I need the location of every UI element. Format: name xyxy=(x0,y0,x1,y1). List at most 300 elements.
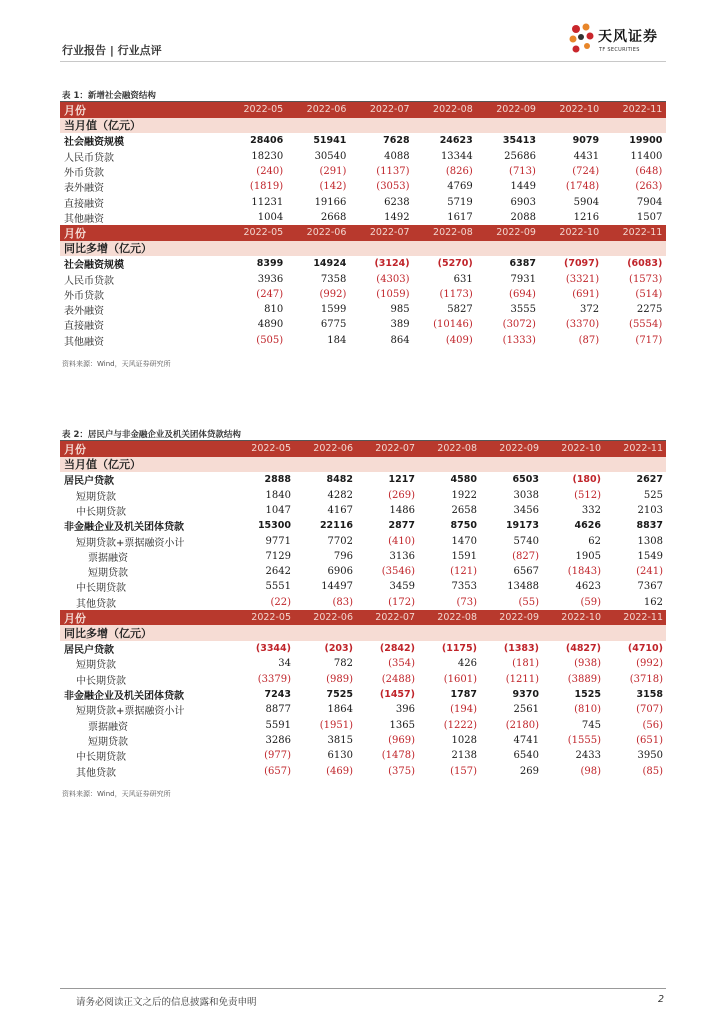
value-cell: 6540 xyxy=(513,750,539,762)
month-header-cell: 2022-05 xyxy=(243,227,284,239)
table-row xyxy=(60,302,666,317)
table2-title: 表 2：居民户与非金融企业及机关团体贷款结构 xyxy=(62,430,241,440)
value-cell: (992) xyxy=(636,658,663,670)
value-cell: 5827 xyxy=(447,304,473,316)
section-header-label: 同比多增（亿元） xyxy=(64,242,152,256)
value-cell: 1599 xyxy=(320,304,347,316)
value-cell: 1449 xyxy=(510,181,536,193)
value-cell: (4827) xyxy=(565,643,601,655)
value-cell: (22) xyxy=(270,596,291,608)
table-row xyxy=(60,748,666,763)
value-cell: 5740 xyxy=(513,535,539,547)
value-cell: 372 xyxy=(580,304,600,316)
value-cell: 51941 xyxy=(313,135,347,147)
value-cell: 2103 xyxy=(637,504,663,516)
value-cell: 6567 xyxy=(513,566,539,578)
value-cell: (3718) xyxy=(629,673,663,685)
month-header-cell: 2022-07 xyxy=(369,104,410,116)
table1-source: 资料来源：Wind，天风证券研究所 xyxy=(62,360,171,368)
value-cell: 1591 xyxy=(451,550,477,562)
value-cell: (1383) xyxy=(503,643,539,655)
month-header-cell: 2022-08 xyxy=(433,227,473,239)
value-cell: (291) xyxy=(319,165,347,177)
logo-text: 天风证券 xyxy=(598,29,658,45)
row-label: 直接融资 xyxy=(64,198,104,210)
value-cell: (247) xyxy=(256,288,284,300)
row-label: 人民币贷款 xyxy=(64,152,114,164)
value-cell: 5904 xyxy=(573,196,600,208)
month-header-cell: 2022-09 xyxy=(496,104,536,116)
month-header-label: 月份 xyxy=(64,103,86,117)
value-cell: 3286 xyxy=(265,734,291,746)
value-cell: (10146) xyxy=(433,319,473,331)
value-cell: 34 xyxy=(278,658,291,670)
value-cell: 1617 xyxy=(447,211,473,223)
value-cell: 7702 xyxy=(327,535,353,547)
value-cell: 1216 xyxy=(573,211,600,223)
value-cell: 3038 xyxy=(513,489,539,501)
value-cell: (121) xyxy=(450,566,477,578)
value-cell: (194) xyxy=(450,704,477,716)
table-row xyxy=(60,718,666,733)
row-label: 直接融资 xyxy=(64,321,104,333)
value-cell: 2642 xyxy=(265,566,291,578)
value-cell: 13344 xyxy=(440,150,473,162)
table-row xyxy=(60,503,666,518)
month-header-cell: 2022-11 xyxy=(622,227,663,239)
value-cell: 7904 xyxy=(636,196,663,208)
value-cell: (73) xyxy=(456,596,477,608)
value-cell: 525 xyxy=(643,489,663,501)
value-cell: 4769 xyxy=(447,181,473,193)
month-header-label: 月份 xyxy=(64,442,86,456)
value-cell: 1787 xyxy=(450,689,477,701)
value-cell: (514) xyxy=(635,288,663,300)
value-cell: 184 xyxy=(327,334,347,346)
table-row xyxy=(60,656,666,671)
value-cell: 9370 xyxy=(512,689,539,701)
value-cell: (1173) xyxy=(439,288,473,300)
value-cell: 426 xyxy=(457,658,477,670)
value-cell: (409) xyxy=(445,334,473,346)
month-header-cell: 2022-05 xyxy=(251,443,291,455)
value-cell: 1486 xyxy=(389,504,415,516)
row-label: 短期贷款 xyxy=(76,660,116,672)
value-cell: 7931 xyxy=(510,273,536,285)
row-label: 非金融企业及机关团体贷款 xyxy=(64,522,184,534)
value-cell: 11231 xyxy=(251,196,284,208)
value-cell: 7525 xyxy=(326,689,353,701)
value-cell: 1864 xyxy=(327,704,353,716)
row-label: 社会融资规模 xyxy=(64,260,124,272)
table-row xyxy=(60,210,666,225)
value-cell: 1507 xyxy=(636,211,663,223)
value-cell: (203) xyxy=(324,643,353,655)
value-cell: (55) xyxy=(518,596,539,608)
value-cell: (3072) xyxy=(502,319,536,331)
value-cell: (648) xyxy=(635,165,663,177)
value-cell: 2138 xyxy=(451,750,477,762)
section-header-row xyxy=(60,241,666,257)
table-row xyxy=(60,271,666,286)
value-cell: 396 xyxy=(395,704,415,716)
value-cell: 796 xyxy=(333,550,353,562)
row-label: 其他融资 xyxy=(64,213,104,225)
value-cell: (1059) xyxy=(376,288,410,300)
value-cell: (707) xyxy=(636,704,663,716)
month-header-cell: 2022-10 xyxy=(561,443,601,455)
value-cell: 7628 xyxy=(383,135,410,147)
report-category: 行业报告 | 行业点评 xyxy=(62,44,162,57)
value-cell: (269) xyxy=(388,489,415,501)
value-cell: (410) xyxy=(388,535,415,547)
table1-title: 表 1：新增社会融资结构 xyxy=(62,91,156,101)
value-cell: 332 xyxy=(581,504,601,516)
value-cell: 6906 xyxy=(327,566,353,578)
value-cell: 864 xyxy=(390,334,410,346)
value-cell: (713) xyxy=(509,165,536,177)
value-cell: 18230 xyxy=(251,150,284,162)
row-label: 表外融资 xyxy=(64,306,104,318)
value-cell: (98) xyxy=(580,765,601,777)
value-cell: 2627 xyxy=(636,474,663,486)
value-cell: 9771 xyxy=(265,535,291,547)
value-cell: (1333) xyxy=(502,334,536,346)
month-header-cell: 2022-09 xyxy=(499,612,539,624)
value-cell: 4167 xyxy=(327,504,353,516)
value-cell: 1840 xyxy=(265,489,291,501)
value-cell: 1549 xyxy=(637,550,663,562)
table-row xyxy=(60,317,666,332)
month-header-cell: 2022-10 xyxy=(561,612,601,624)
value-cell: 4626 xyxy=(574,520,601,532)
month-header-cell: 2022-07 xyxy=(369,227,410,239)
value-cell: (1819) xyxy=(249,181,284,193)
value-cell: (3053) xyxy=(376,181,410,193)
value-cell: (2488) xyxy=(381,673,415,685)
table-row xyxy=(60,256,666,271)
company-logo xyxy=(568,22,678,62)
value-cell: (83) xyxy=(332,596,353,608)
row-label: 人民币贷款 xyxy=(64,275,114,287)
value-cell: 5591 xyxy=(265,719,291,731)
value-cell: 4088 xyxy=(384,150,410,162)
value-cell: 3158 xyxy=(636,689,663,701)
value-cell: (691) xyxy=(572,288,600,300)
value-cell: (1457) xyxy=(379,689,415,701)
table-row xyxy=(60,287,666,302)
value-cell: 3555 xyxy=(510,304,536,316)
value-cell: 8877 xyxy=(265,704,291,716)
section-header-label: 当月值（亿元） xyxy=(64,119,141,133)
table1 xyxy=(60,102,666,348)
table-row xyxy=(60,487,666,502)
value-cell: (724) xyxy=(572,165,600,177)
value-cell: (3124) xyxy=(374,258,410,270)
value-cell: (5554) xyxy=(629,319,663,331)
logo-english-text: TF SECURITIES xyxy=(599,47,640,53)
table-row xyxy=(60,763,666,778)
value-cell: 1470 xyxy=(451,535,477,547)
value-cell: (1601) xyxy=(443,673,477,685)
value-cell: (142) xyxy=(319,181,347,193)
value-cell: 8399 xyxy=(256,258,284,270)
value-cell: (56) xyxy=(642,719,663,731)
value-cell: 2088 xyxy=(510,211,536,223)
value-cell: (651) xyxy=(636,734,663,746)
table-row xyxy=(60,333,666,348)
month-header-cell: 2022-06 xyxy=(313,443,353,455)
value-cell: 2561 xyxy=(513,704,539,716)
value-cell: (469) xyxy=(326,765,353,777)
value-cell: 14924 xyxy=(313,258,347,270)
month-header-cell: 2022-10 xyxy=(559,104,600,116)
row-label: 短期贷款+票据融资小计 xyxy=(76,706,185,718)
table-row xyxy=(60,641,666,656)
month-header-row xyxy=(60,102,666,118)
value-cell: 269 xyxy=(519,765,539,777)
row-label: 外币贷款 xyxy=(64,167,104,179)
value-cell: 782 xyxy=(333,658,353,670)
value-cell: 8837 xyxy=(636,520,663,532)
value-cell: 28406 xyxy=(250,135,284,147)
value-cell: 389 xyxy=(390,319,410,331)
row-label: 中长期贷款 xyxy=(76,675,126,687)
value-cell: (5270) xyxy=(437,258,473,270)
value-cell: (241) xyxy=(636,566,663,578)
value-cell: 1922 xyxy=(451,489,477,501)
month-header-label: 月份 xyxy=(64,226,86,240)
value-cell: (3344) xyxy=(255,643,291,655)
table2-source: 资料来源：Wind，天风证券研究所 xyxy=(62,790,171,798)
value-cell: (263) xyxy=(635,181,663,193)
month-header-cell: 2022-06 xyxy=(306,104,347,116)
value-cell: 4431 xyxy=(573,150,600,162)
value-cell: 6387 xyxy=(509,258,536,270)
value-cell: (717) xyxy=(635,334,663,346)
value-cell: (181) xyxy=(512,658,539,670)
value-cell: 22116 xyxy=(319,520,353,532)
value-cell: 1365 xyxy=(389,719,415,731)
value-cell: 13488 xyxy=(507,581,539,593)
value-cell: 7243 xyxy=(264,689,291,701)
value-cell: (969) xyxy=(388,734,415,746)
row-label: 外币贷款 xyxy=(64,290,104,302)
value-cell: 2658 xyxy=(451,504,477,516)
value-cell: (85) xyxy=(642,765,663,777)
value-cell: 3950 xyxy=(637,750,663,762)
row-label: 短期贷款 xyxy=(76,491,116,503)
value-cell: (375) xyxy=(388,765,415,777)
value-cell: (827) xyxy=(512,550,539,562)
value-cell: (87) xyxy=(578,334,600,346)
month-header-cell: 2022-07 xyxy=(375,443,415,455)
value-cell: 1047 xyxy=(265,504,291,516)
value-cell: 7367 xyxy=(637,581,663,593)
value-cell: 6238 xyxy=(384,196,410,208)
value-cell: (3546) xyxy=(381,566,415,578)
value-cell: (2180) xyxy=(505,719,539,731)
value-cell: (989) xyxy=(326,673,353,685)
value-cell: 4580 xyxy=(450,474,477,486)
section-header-row xyxy=(60,625,666,641)
value-cell: (505) xyxy=(256,334,284,346)
row-label: 短期贷款 xyxy=(88,568,128,580)
value-cell: (180) xyxy=(572,474,601,486)
value-cell: (1843) xyxy=(567,566,601,578)
month-header-cell: 2022-06 xyxy=(306,227,347,239)
table-row xyxy=(60,564,666,579)
table-row xyxy=(60,148,666,163)
value-cell: (512) xyxy=(574,489,601,501)
section-header-row xyxy=(60,457,666,473)
row-label: 中长期贷款 xyxy=(76,506,126,518)
table-row xyxy=(60,672,666,687)
value-cell: 745 xyxy=(581,719,601,731)
value-cell: 3456 xyxy=(513,504,539,516)
value-cell: (938) xyxy=(574,658,601,670)
table-row xyxy=(60,595,666,610)
value-cell: 2877 xyxy=(388,520,415,532)
month-header-row xyxy=(60,441,666,457)
month-header-cell: 2022-07 xyxy=(375,612,415,624)
table-row xyxy=(60,164,666,179)
value-cell: 6903 xyxy=(510,196,536,208)
value-cell: 6130 xyxy=(327,750,353,762)
month-header-label: 月份 xyxy=(64,611,86,625)
section-header-label: 当月值（亿元） xyxy=(64,458,141,472)
value-cell: (2842) xyxy=(379,643,415,655)
table-row xyxy=(60,702,666,717)
table-row xyxy=(60,533,666,548)
value-cell: (3889) xyxy=(567,673,601,685)
table-row xyxy=(60,133,666,148)
month-header-cell: 2022-08 xyxy=(437,612,477,624)
month-header-cell: 2022-05 xyxy=(243,104,284,116)
row-label: 票据融资 xyxy=(88,721,128,733)
value-cell: (1951) xyxy=(319,719,353,731)
value-cell: 24623 xyxy=(439,135,473,147)
value-cell: 1004 xyxy=(257,211,284,223)
value-cell: 62 xyxy=(588,535,601,547)
table-row xyxy=(60,179,666,194)
month-header-cell: 2022-10 xyxy=(559,227,600,239)
month-header-cell: 2022-11 xyxy=(623,612,663,624)
value-cell: 5551 xyxy=(265,581,291,593)
row-label: 其他融资 xyxy=(64,336,104,348)
month-header-cell: 2022-06 xyxy=(313,612,353,624)
footer-divider xyxy=(60,988,666,989)
value-cell: 1308 xyxy=(637,535,663,547)
value-cell: 2433 xyxy=(575,750,601,762)
value-cell: (1137) xyxy=(376,165,410,177)
value-cell: 2275 xyxy=(636,304,663,316)
value-cell: 3459 xyxy=(389,581,415,593)
month-header-cell: 2022-08 xyxy=(437,443,477,455)
row-label: 表外融资 xyxy=(64,183,104,195)
month-header-cell: 2022-09 xyxy=(499,443,539,455)
table-row xyxy=(60,579,666,594)
value-cell: 7353 xyxy=(451,581,477,593)
value-cell: 30540 xyxy=(314,150,347,162)
footer-disclaimer: 请务必阅读正文之后的信息披露和免责申明 xyxy=(76,997,257,1008)
month-header-row xyxy=(60,225,666,241)
value-cell: (240) xyxy=(256,165,284,177)
value-cell: (59) xyxy=(580,596,601,608)
row-label: 短期贷款+票据融资小计 xyxy=(76,537,185,549)
value-cell: 14497 xyxy=(321,581,353,593)
value-cell: (6083) xyxy=(627,258,663,270)
value-cell: 5719 xyxy=(447,196,473,208)
section-header-label: 同比多增（亿元） xyxy=(64,627,152,641)
value-cell: 35413 xyxy=(502,135,536,147)
value-cell: (172) xyxy=(388,596,415,608)
month-header-cell: 2022-09 xyxy=(496,227,536,239)
value-cell: 1492 xyxy=(384,211,410,223)
value-cell: (1748) xyxy=(565,181,600,193)
row-label: 居民户贷款 xyxy=(64,476,114,488)
value-cell: 1028 xyxy=(451,734,477,746)
value-cell: (1222) xyxy=(443,719,477,731)
value-cell: 15300 xyxy=(257,520,291,532)
value-cell: 4890 xyxy=(257,319,284,331)
month-header-cell: 2022-11 xyxy=(622,104,663,116)
value-cell: 1525 xyxy=(574,689,601,701)
value-cell: (4710) xyxy=(627,643,663,655)
value-cell: 19900 xyxy=(629,135,663,147)
value-cell: 7129 xyxy=(265,550,291,562)
value-cell: (1478) xyxy=(381,750,415,762)
value-cell: (7097) xyxy=(564,258,600,270)
value-cell: (4303) xyxy=(376,273,410,285)
row-label: 中长期贷款 xyxy=(76,583,126,595)
row-label: 中长期贷款 xyxy=(76,752,126,764)
value-cell: (810) xyxy=(574,704,601,716)
value-cell: 3136 xyxy=(389,550,415,562)
value-cell: (657) xyxy=(264,765,291,777)
row-label: 短期贷款 xyxy=(88,736,128,748)
value-cell: (1211) xyxy=(505,673,539,685)
month-header-row xyxy=(60,610,666,626)
value-cell: 19173 xyxy=(505,520,539,532)
table-row xyxy=(60,518,666,533)
value-cell: 2888 xyxy=(264,474,291,486)
value-cell: (3370) xyxy=(565,319,600,331)
value-cell: 4282 xyxy=(327,489,353,501)
value-cell: 1217 xyxy=(388,474,415,486)
value-cell: 162 xyxy=(643,596,663,608)
flower-logo-icon xyxy=(568,22,596,58)
value-cell: (3321) xyxy=(565,273,600,285)
value-cell: 985 xyxy=(390,304,410,316)
value-cell: 3936 xyxy=(257,273,284,285)
value-cell: 8750 xyxy=(450,520,477,532)
row-label: 票据融资 xyxy=(88,552,128,564)
value-cell: (992) xyxy=(319,288,347,300)
value-cell: (977) xyxy=(264,750,291,762)
table-row xyxy=(60,549,666,564)
value-cell: 19166 xyxy=(314,196,347,208)
row-label: 社会融资规模 xyxy=(64,137,124,149)
value-cell: (694) xyxy=(509,288,536,300)
value-cell: 11400 xyxy=(630,150,663,162)
value-cell: 810 xyxy=(264,304,284,316)
value-cell: 25686 xyxy=(504,150,536,162)
value-cell: 6775 xyxy=(320,319,347,331)
row-label: 非金融企业及机关团体贷款 xyxy=(64,691,184,703)
table-row xyxy=(60,733,666,748)
month-header-cell: 2022-05 xyxy=(251,612,291,624)
